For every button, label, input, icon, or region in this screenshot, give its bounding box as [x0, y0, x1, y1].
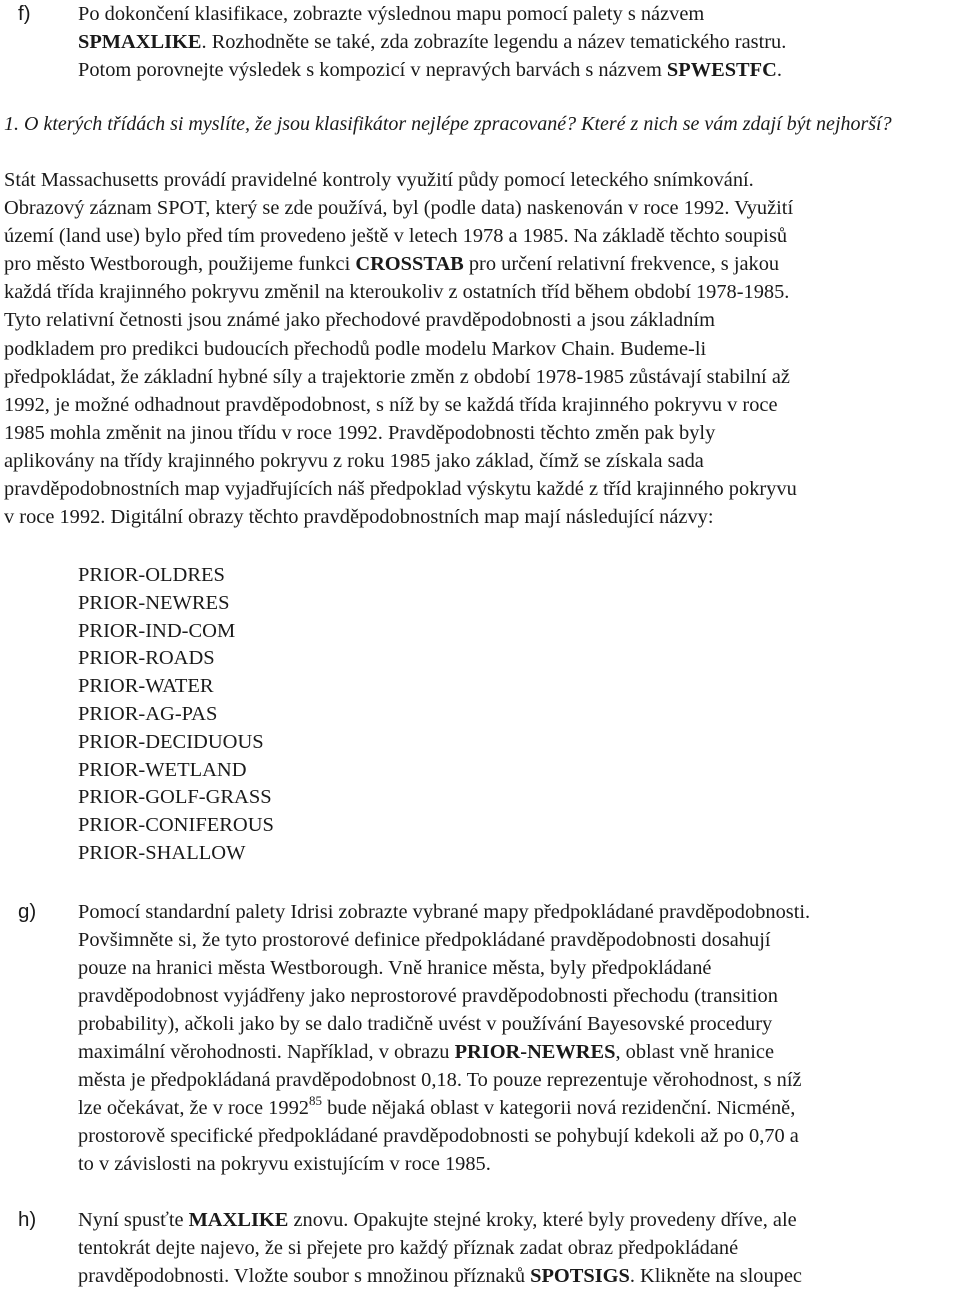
text-segment: Obrazový záznam SPOT, který se zde používá, byl (podle data) naskenován v roce 1992. Využití	[4, 197, 794, 220]
text-segment: 1992, je možné odhadnout pravděpodobnost, s níž by se každá třída krajinného pokryvu v roce	[4, 393, 778, 416]
text-segment: Tyto relativní četnosti jsou známé jako přechodové pravděpodobnosti a jsou základním	[4, 309, 715, 332]
text-line	[78, 1234, 958, 1262]
superscript: 85	[308, 1093, 322, 1108]
text-line	[78, 1150, 960, 1178]
text-line	[78, 1010, 960, 1038]
text-line	[78, 1066, 960, 1094]
text-line	[78, 926, 960, 954]
text-line	[78, 1206, 958, 1234]
text-segment: podkladem pro predikci budoucích přechodů podle modelu Markov Chain. Budeme-li	[4, 337, 707, 360]
prior-file-item: PRIOR-GOLF-GRASS	[78, 786, 272, 809]
prior-file-item: PRIOR-DECIDUOUS	[78, 730, 264, 753]
item-g-text	[78, 898, 960, 1178]
prior-file-item: PRIOR-OLDRES	[78, 564, 225, 586]
prior-file-item: PRIOR-WETLAND	[78, 758, 247, 781]
text-line	[4, 391, 956, 419]
text-line	[4, 306, 956, 334]
text-line	[4, 503, 956, 531]
text-line	[4, 447, 956, 475]
item-f-marker: f)	[18, 2, 31, 25]
prior-file-item: PRIOR-SHALLOW	[78, 841, 246, 864]
text-segment: Po dokončení klasifikace, zobrazte výslednou mapu pomocí palety s názvem	[78, 3, 705, 25]
text-segment: města je předpokládaná pravděpodobnost 0,18. To pouze reprezentuje věrohodnost, s níž	[78, 1069, 802, 1091]
text-segment: pravděpodobnost vyjádřeny jako neprostorové pravděpodobnosti přechodu (transition	[78, 985, 778, 1007]
text-line	[4, 250, 956, 278]
text-line	[78, 982, 960, 1010]
text-line	[78, 898, 960, 926]
text-segment: území (land use) bylo před tím provedeno ještě v letech 1978 a 1985. Na základě těchto soupisů	[4, 225, 788, 248]
text-segment: pouze na hranici města Westborough. Vně hranice města, byly předpokládané	[78, 957, 712, 979]
bold-term: SPMAXLIKE	[78, 31, 202, 53]
text-line	[78, 0, 958, 28]
text-line	[78, 954, 960, 982]
text-segment: v roce 1992. Digitální obrazy těchto pravděpodobnostních map mají následující názvy:	[4, 506, 714, 529]
text-line	[78, 1122, 960, 1150]
text-segment: Potom porovnejte výsledek s kompozicí v nepravých barvách s názvem	[78, 59, 667, 81]
text-segment: . Klikněte na sloupec	[629, 1265, 802, 1287]
text-line	[4, 475, 956, 503]
text-segment: to v závislosti na pokryvu existujícím v roce 1985.	[78, 1153, 491, 1175]
text-line	[78, 1262, 958, 1290]
text-segment: tentokrát dejte najevo, že si přejete pro každý příznak zadat obraz předpokládané	[78, 1237, 739, 1259]
text-line	[78, 28, 958, 56]
bold-term: PRIOR-NEWRES	[454, 1041, 616, 1063]
text-line	[78, 56, 958, 84]
prior-file-item: PRIOR-AG-PAS	[78, 702, 218, 725]
text-line	[4, 335, 956, 363]
text-segment: znovu. Opakujte stejné kroky, které byly provedeny dříve, ale	[288, 1209, 797, 1231]
text-line	[78, 1094, 960, 1122]
intro-paragraph	[4, 166, 956, 531]
prior-file-item: PRIOR-NEWRES	[78, 591, 230, 614]
text-segment: pro město Westborough, použijeme funkci	[4, 253, 356, 276]
item-g-marker: g)	[18, 900, 37, 923]
text-segment: .	[776, 59, 782, 81]
bold-term: SPWESTFC	[666, 59, 777, 81]
text-line	[4, 278, 956, 306]
text-segment: Nyní spusťte	[78, 1209, 189, 1231]
bold-term: MAXLIKE	[188, 1209, 289, 1231]
text-segment: lze očekávat, že v roce 1992	[78, 1097, 309, 1119]
text-segment: Stát Massachusetts provádí pravidelné kontroly využití půdy pomocí leteckého snímkování.	[4, 169, 754, 191]
prior-file-item: PRIOR-CONIFEROUS	[78, 814, 274, 837]
item-h-marker: h)	[18, 1208, 37, 1231]
prior-file-item: PRIOR-ROADS	[78, 647, 215, 670]
bold-term: CROSSTAB	[355, 253, 464, 276]
text-line	[4, 419, 956, 447]
text-line	[4, 222, 956, 250]
text-segment: pravděpodobnosti. Vložte soubor s množinou příznaků	[78, 1265, 531, 1287]
text-segment: . Rozhodněte se také, zda zobrazíte legendu a název tematického rastru.	[201, 31, 787, 53]
prior-file-item: PRIOR-IND-COM	[78, 619, 236, 642]
text-segment: předpokládat, že základní hybné síly a trajektorie změn z období 1978-1985 zůstávají stabilní až	[4, 365, 790, 388]
item-h-text	[78, 1206, 958, 1290]
text-segment: pravděpodobnostních map vyjadřujících náš předpoklad výskytu každé z tříd krajinného pokryvu	[4, 478, 797, 501]
text-segment: pro určení relativní frekvence, s jakou	[463, 253, 780, 276]
text-segment: 1985 mohla změnit na jinou třídu v roce 1992. Pravděpodobnosti těchto změn pak byly	[4, 421, 716, 444]
prior-file-list	[78, 562, 274, 868]
text-segment: bude nějaká oblast v kategorii nová rezidenční. Nicméně,	[321, 1097, 796, 1119]
text-line	[4, 363, 956, 391]
text-segment: probability), ačkoli jako by se dalo tradičně uvést v používání Bayesovské procedury	[78, 1013, 773, 1035]
text-line	[4, 166, 956, 194]
text-line	[78, 1038, 960, 1066]
text-segment: aplikovány na třídy krajinného pokryvu z roku 1985 jako základ, čímž se získala sada	[4, 449, 704, 472]
text-segment: Povšimněte si, že tyto prostorové definice předpokládané pravděpodobnosti dosahují	[78, 929, 771, 951]
bold-term: SPOTSIGS	[530, 1265, 630, 1287]
question-1: 1. O kterých třídách si myslíte, že jsou klasifikátor nejlépe zpracované? Které z nich se vám zdají být nejhorší?	[4, 113, 892, 135]
text-line	[4, 194, 956, 222]
prior-file-item: PRIOR-WATER	[78, 675, 214, 698]
text-segment: , oblast vně hranice	[615, 1041, 774, 1063]
item-f-text	[78, 0, 958, 84]
text-segment: prostorově specifické předpokládané pravděpodobnosti se pohybují kdekoli až po 0,70 a	[78, 1125, 799, 1147]
text-segment: každá třída krajinného pokryvu změnil na kteroukoliv z ostatních tříd během období 1978-1985.	[4, 281, 790, 304]
text-segment: maximální věrohodnosti. Například, v obrazu	[78, 1041, 455, 1063]
text-segment: Pomocí standardní palety Idrisi zobrazte vybrané mapy předpokládané pravděpodobnosti.	[78, 901, 811, 923]
